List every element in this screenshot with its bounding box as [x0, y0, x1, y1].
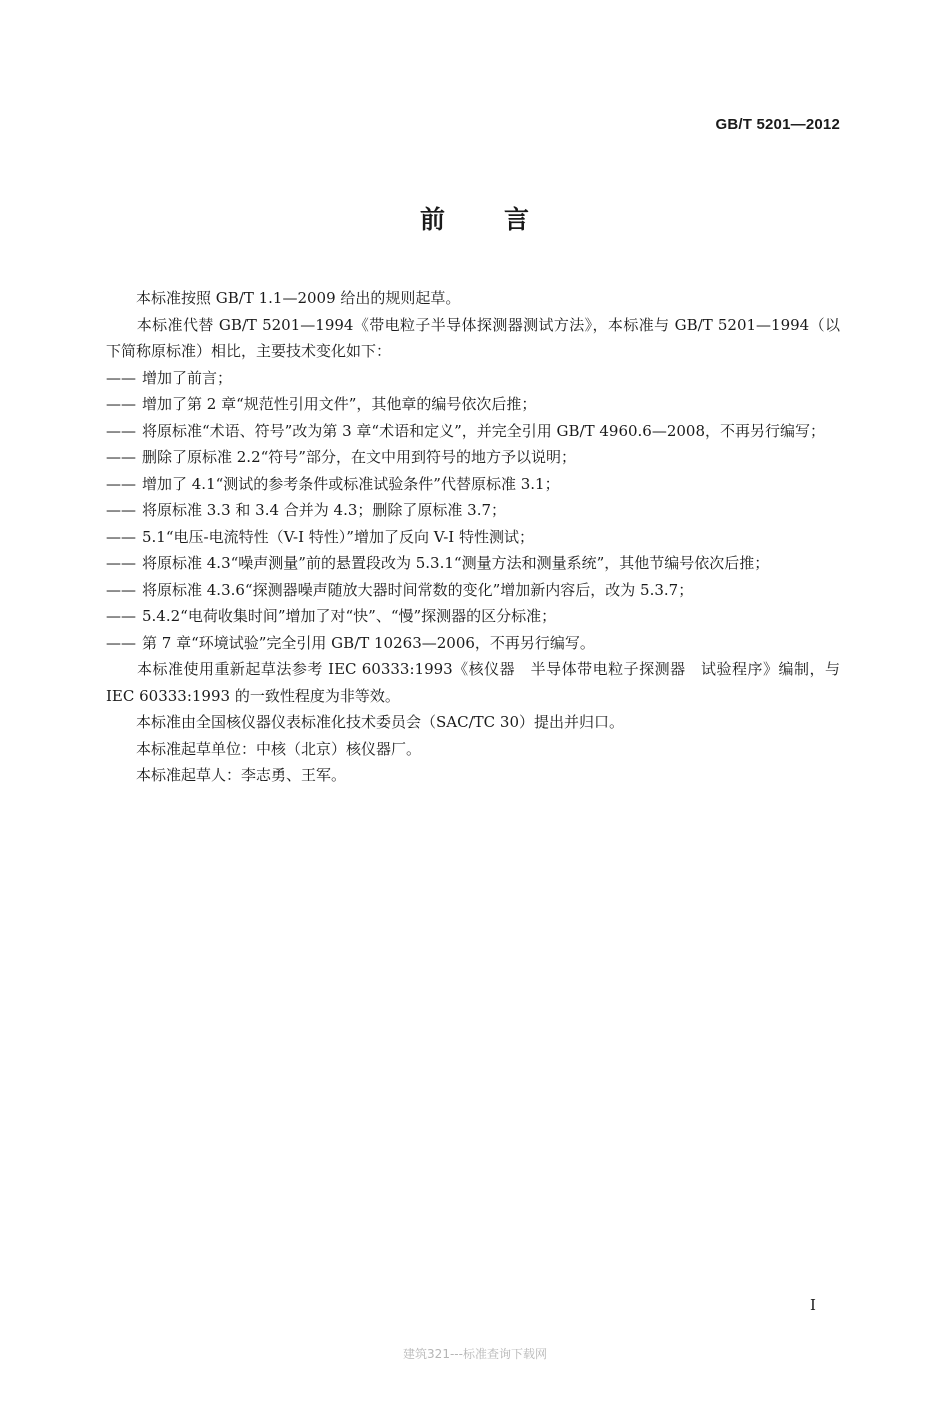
change-item: —— 5.4.2“电荷收集时间”增加了对“快”、“慢”探测器的区分标准；: [106, 603, 840, 630]
page-title: [0, 200, 950, 236]
dash-mark: ——: [106, 368, 136, 387]
dash-mark: ——: [106, 607, 136, 625]
foreword-body: [106, 285, 840, 789]
paragraph-iec-reference: 本标准使用重新起草法参考 IEC 60333:1993《核仪器 半导体带电粒子探测器 试验程序》编制，与 IEC 60333:1993 的一致性程度为非等效。: [106, 660, 840, 705]
paragraph-committee: 本标准由全国核仪器仪表标准化技术委员会（SAC/TC 30）提出并归口。: [136, 713, 624, 731]
dash-mark: ——: [106, 448, 136, 466]
change-item: —— 将原标准 4.3“噪声测量”前的悬置段改为 5.3.1“测量方法和测量系统”，其他节编号依次后推；: [106, 550, 840, 577]
title-char-1: 前: [419, 205, 446, 234]
change-item: —— 第 7 章“环境试验”完全引用 GB/T 10263—2006，不再另行编写。: [106, 630, 840, 657]
change-item: —— 增加了第 2 章“规范性引用文件”，其他章的编号依次后推；: [106, 391, 840, 418]
dash-mark: ——: [106, 527, 136, 546]
dash-mark: ——: [106, 554, 136, 572]
change-item: —— 将原标准 3.3 和 3.4 合并为 4.3；删除了原标准 3.7；: [106, 497, 840, 524]
change-item: —— 删除了原标准 2.2“符号”部分，在文中用到符号的地方予以说明；: [106, 444, 840, 471]
paragraph-replacement: 本标准代替 GB/T 5201—1994《带电粒子半导体探测器测试方法》，本标准与 GB/T 5201—1994（以下简称原标准）相比，主要技术变化如下：: [106, 315, 840, 360]
dash-mark: ——: [106, 580, 136, 599]
change-item: —— 将原标准“术语、符号”改为第 3 章“术语和定义”，并完全引用 GB/T 4960.6—2008，不再另行编写；: [106, 418, 840, 445]
change-item: —— 增加了前言；: [106, 365, 840, 392]
title-char-2: 言: [504, 205, 531, 234]
dash-mark: ——: [106, 474, 136, 493]
paragraph-drafters: 本标准起草人：李志勇、王军。: [136, 766, 347, 784]
standard-code: GB/T 5201—2012: [715, 116, 840, 133]
change-item: —— 5.1“电压-电流特性（V-I 特性）”增加了反向 V-I 特性测试；: [106, 524, 840, 551]
dash-mark: ——: [106, 501, 136, 519]
paragraph-drafting-unit: 本标准起草单位：中核（北京）核仪器厂。: [136, 739, 422, 758]
change-item: —— 将原标准 4.3.6“探测器噪声随放大器时间常数的变化”增加新内容后，改为 5.3.7；: [106, 577, 840, 604]
paragraph-drafting-rules: 本标准按照 GB/T 1.1—2009 给出的规则起草。: [136, 289, 461, 307]
dash-mark: ——: [106, 633, 136, 652]
change-item: —— 增加了 4.1“测试的参考条件或标准试验条件”代替原标准 3.1；: [106, 471, 840, 498]
page-number: I: [810, 1296, 816, 1314]
watermark-text: 建筑321---标准查询下载网: [403, 1347, 547, 1361]
dash-mark: ——: [106, 395, 136, 413]
dash-mark: ——: [106, 421, 136, 440]
